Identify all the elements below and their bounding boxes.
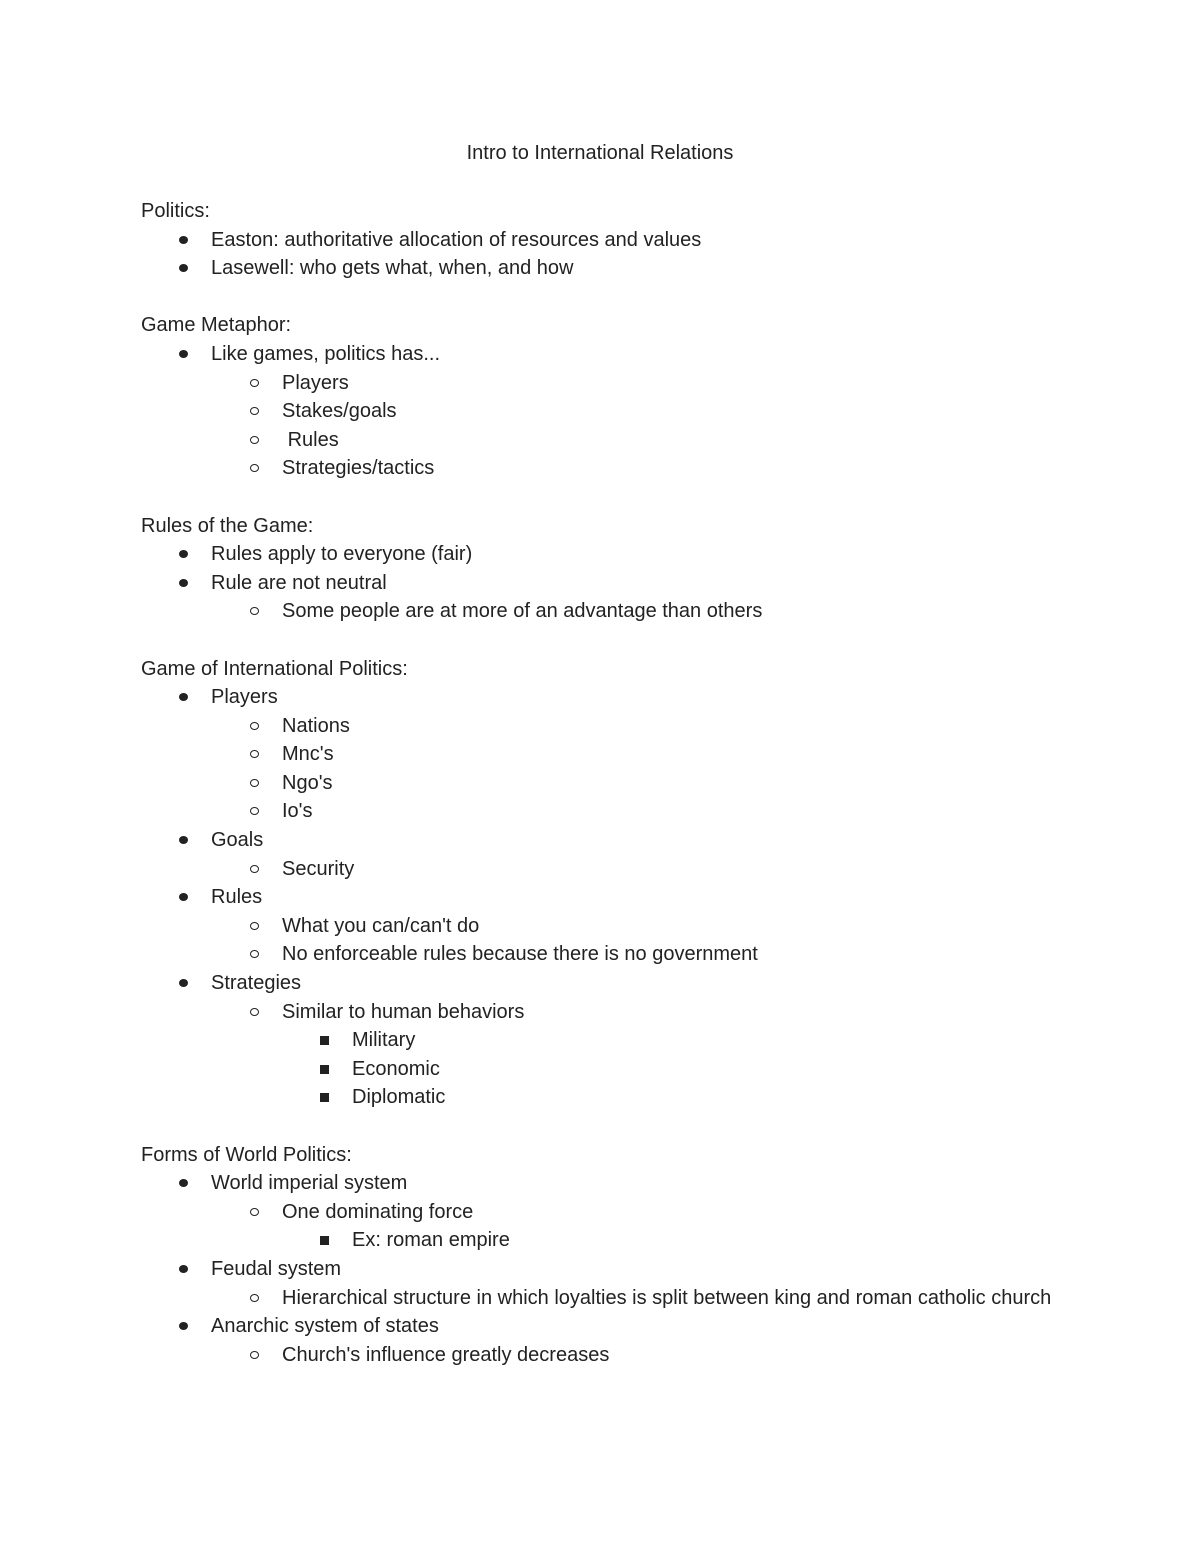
bullet-circle-icon	[250, 912, 259, 941]
list-item	[141, 426, 1061, 455]
list-item	[141, 1226, 1061, 1255]
bullet-circle-icon	[250, 369, 259, 398]
list-item	[141, 826, 1061, 855]
section-heading: Game of International Politics:	[141, 657, 408, 680]
bullet-disc-icon	[179, 226, 188, 255]
list-item	[141, 1312, 1061, 1341]
list-item	[141, 340, 1061, 369]
bullet-disc-icon	[179, 254, 188, 283]
bullet-circle-icon	[250, 454, 259, 483]
bullet-circle-icon	[250, 1341, 259, 1370]
bullet-square-icon	[320, 1055, 329, 1084]
section	[141, 512, 1061, 626]
section-heading: Rules of the Game:	[141, 514, 314, 537]
bullet-square-icon	[320, 1026, 329, 1055]
list-item-text: Strategies/tactics	[282, 457, 435, 480]
bullet-list	[141, 226, 1061, 283]
list-item	[141, 998, 1061, 1027]
list-item-text: Players	[211, 686, 278, 709]
list-item	[141, 855, 1061, 884]
bullet-disc-icon	[179, 883, 188, 912]
list-item-text: Mnc's	[282, 743, 334, 766]
list-item-text: What you can/can't do	[282, 914, 480, 937]
bullet-circle-icon	[250, 1198, 259, 1227]
list-item-text: Goals	[211, 829, 264, 852]
bullet-circle-icon	[250, 740, 259, 769]
list-item	[141, 226, 1061, 255]
bullet-circle-icon	[250, 597, 259, 626]
bullet-disc-icon	[179, 1312, 188, 1341]
bullet-disc-icon	[179, 826, 188, 855]
list-item	[141, 1284, 1061, 1313]
list-item-text: Stakes/goals	[282, 400, 397, 423]
section-heading: Forms of World Politics:	[141, 1143, 352, 1166]
list-item-text: Rule are not neutral	[211, 571, 387, 594]
list-item-text: Ngo's	[282, 771, 333, 794]
section-heading: Politics:	[141, 200, 210, 222]
list-item	[141, 1198, 1061, 1227]
list-item	[141, 597, 1061, 626]
bullet-disc-icon	[179, 1169, 188, 1198]
section	[141, 197, 1061, 283]
document-body	[141, 197, 1061, 1398]
list-item	[141, 1026, 1061, 1055]
section	[141, 655, 1061, 1113]
list-item	[141, 369, 1061, 398]
list-item-text: Easton: authoritative allocation of resources and values	[211, 228, 702, 251]
bullet-circle-icon	[250, 855, 259, 884]
list-item	[141, 1169, 1061, 1198]
bullet-circle-icon	[250, 998, 259, 1027]
list-item-text: Military	[352, 1029, 416, 1052]
list-item	[141, 883, 1061, 912]
list-item	[141, 740, 1061, 769]
list-item-text: Lasewell: who gets what, when, and how	[211, 257, 574, 280]
bullet-square-icon	[320, 1083, 329, 1112]
list-item	[141, 254, 1061, 283]
bullet-circle-icon	[250, 397, 259, 426]
section-heading: Game Metaphor:	[141, 314, 292, 337]
list-item	[141, 397, 1061, 426]
bullet-list	[141, 540, 1061, 626]
bullet-disc-icon	[179, 683, 188, 712]
list-item	[141, 1341, 1061, 1370]
bullet-disc-icon	[179, 1255, 188, 1284]
list-item-text: Anarchic system of states	[211, 1315, 439, 1338]
list-item-text: Players	[282, 371, 349, 394]
list-item	[141, 912, 1061, 941]
list-item-text: One dominating force	[282, 1200, 474, 1223]
list-item	[141, 1055, 1061, 1084]
bullet-disc-icon	[179, 340, 188, 369]
list-item	[141, 969, 1061, 998]
bullet-circle-icon	[250, 1284, 259, 1313]
list-item-text: Economic	[352, 1057, 440, 1080]
list-item-text: Some people are at more of an advantage than others	[282, 600, 763, 623]
bullet-disc-icon	[179, 969, 188, 998]
list-item-text: Like games, politics has...	[211, 342, 440, 365]
list-item	[141, 1083, 1061, 1112]
list-item-text: Ex: roman empire	[352, 1229, 510, 1252]
list-item	[141, 1255, 1061, 1284]
list-item	[141, 712, 1061, 741]
list-item-text: Io's	[282, 800, 313, 823]
list-item	[141, 769, 1061, 798]
bullet-disc-icon	[179, 540, 188, 569]
list-item-text: Rules	[282, 428, 339, 451]
list-item-text: No enforceable rules because there is no government	[282, 943, 758, 966]
list-item	[141, 569, 1061, 598]
list-item-text: Strategies	[211, 972, 302, 995]
document-title: Intro to International Relations	[466, 142, 734, 164]
list-item	[141, 540, 1061, 569]
list-item	[141, 797, 1061, 826]
section	[141, 311, 1061, 483]
bullet-list	[141, 1169, 1061, 1369]
bullet-circle-icon	[250, 769, 259, 798]
bullet-circle-icon	[250, 712, 259, 741]
bullet-list	[141, 683, 1061, 1112]
list-item-text: Rules	[211, 886, 263, 909]
bullet-circle-icon	[250, 426, 259, 455]
bullet-list	[141, 340, 1061, 483]
list-item	[141, 454, 1061, 483]
list-item-text: Similar to human behaviors	[282, 1000, 525, 1023]
list-item-text: Nations	[282, 714, 350, 737]
list-item	[141, 940, 1061, 969]
bullet-circle-icon	[250, 797, 259, 826]
list-item-text: Church's influence greatly decreases	[282, 1343, 610, 1366]
bullet-disc-icon	[179, 569, 188, 598]
list-item-text: World imperial system	[211, 1172, 408, 1195]
bullet-square-icon	[320, 1226, 329, 1255]
list-item	[141, 683, 1061, 712]
list-item-text: Hierarchical structure in which loyalties is split between king and roman catholic church	[282, 1286, 1052, 1309]
bullet-circle-icon	[250, 940, 259, 969]
list-item-text: Rules apply to everyone (fair)	[211, 543, 473, 566]
list-item-text: Diplomatic	[352, 1086, 446, 1109]
list-item-text: Security	[282, 857, 355, 880]
section	[141, 1141, 1061, 1370]
list-item-text: Feudal system	[211, 1257, 342, 1280]
